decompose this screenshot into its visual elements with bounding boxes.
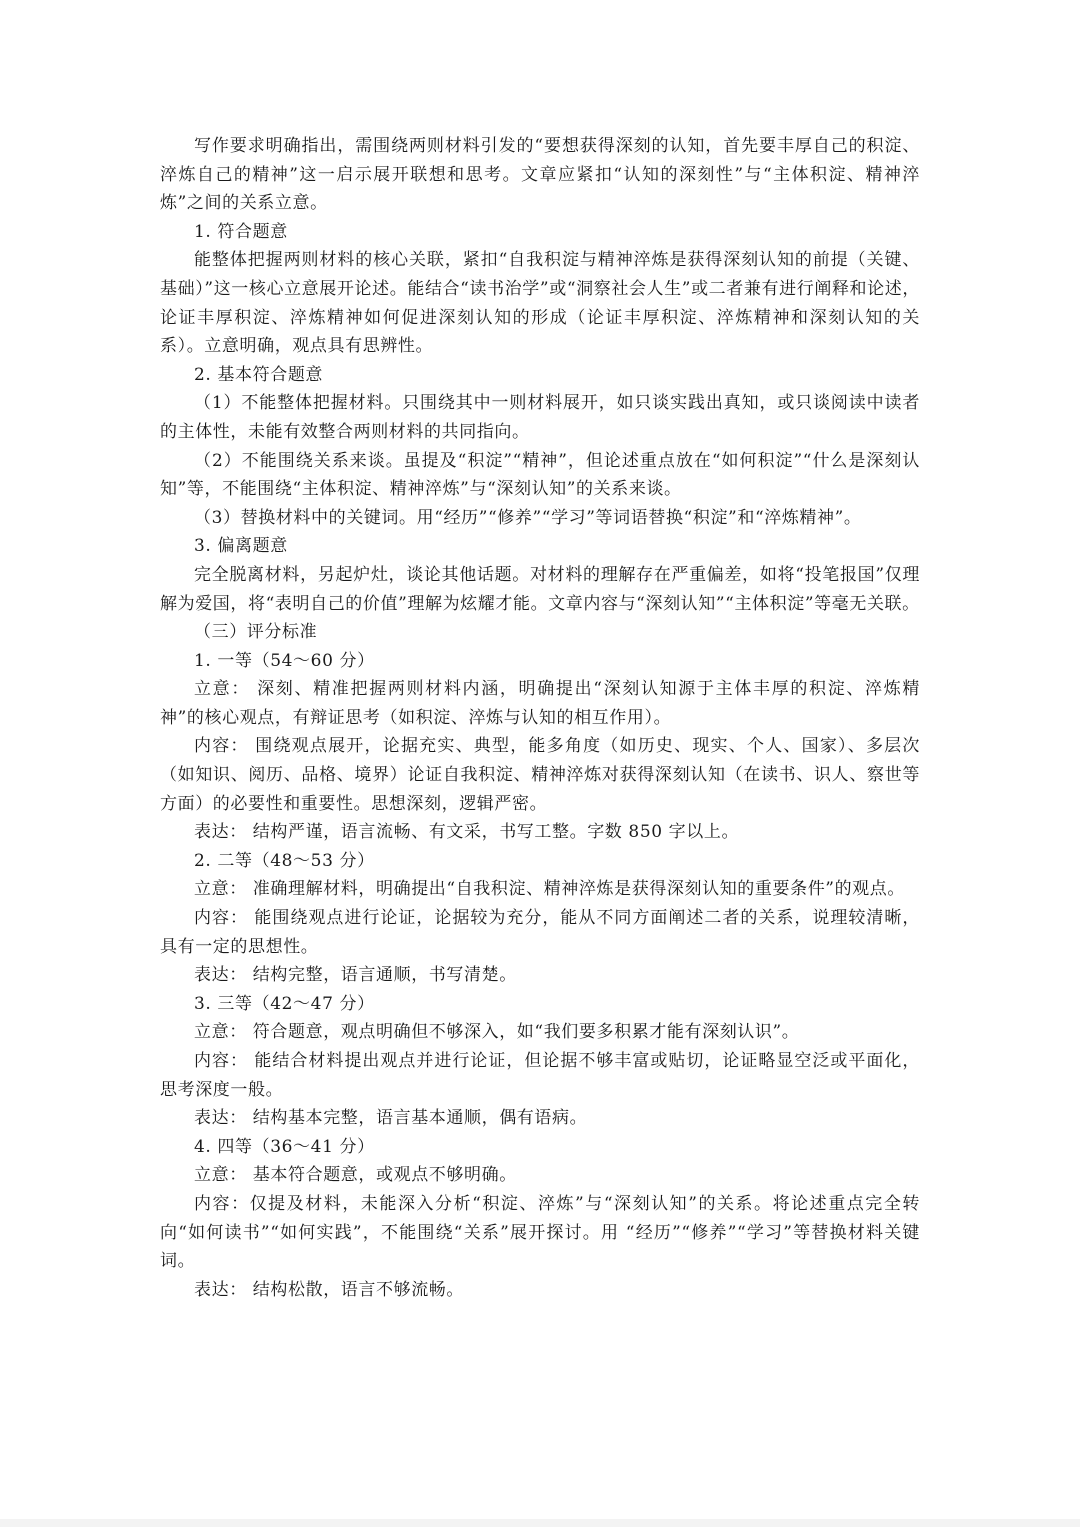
grade-1-theme: 立意： 深刻、精准把握两则材料内涵，明确提出“深刻认知源于主体丰厚的积淀、淬炼精神”的核心观点，有辩证思考（如积淀、淬炼与认知的相互作用）。 bbox=[160, 679, 920, 728]
grade-2-theme: 立意： 准确理解材料，明确提出“自我积淀、精神淬炼是获得深刻认知的重要条件”的观点。 bbox=[194, 879, 905, 900]
intro-paragraph: 写作要求明确指出，需围绕两则材料引发的“要想获得深刻的认知，首先要丰厚自己的积淀、淬炼自己的精神”这一启示展开联想和思考。文章应紧扣“认知的深刻性”与“主体积淀、精神淬炼”之间的关系立意。 bbox=[160, 136, 920, 214]
grade-2-content: 内容： 能围绕观点进行论证，论据较为充分，能从不同方面阐述二者的关系，说理较清晰，具有一定的思想性。 bbox=[160, 908, 920, 957]
grade-1-heading: 1. 一等（54～60 分） bbox=[194, 650, 375, 671]
grade-1-expression: 表达： 结构严谨，语言流畅、有文采，书写工整。字数 850 字以上。 bbox=[194, 822, 740, 843]
section-2-item-3: （3）替换材料中的关键词。用“经历”“修养”“学习”等词语替换“积淀”和“淬炼精神”。 bbox=[194, 507, 862, 528]
grade-1-content: 内容： 围绕观点展开，论据充实、典型，能多角度（如历史、现实、个人、国家）、多层次（如知识、阅历、品格、境界）论证自我积淀、精神淬炼对获得深刻认知（在读书、识人、察世等方面）的必要性和重要性。思想深刻，逻辑严密。 bbox=[160, 736, 920, 814]
section-1-paragraph: 能整体把握两则材料的核心关联，紧扣“自我积淀与精神淬炼是获得深刻认知的前提（关键、基础）”这一核心立意展开论述。能结合“读书治学”或“洞察社会人生”或二者兼有进行阐释和论述，论证丰厚积淀、淬炼精神如何促进深刻认知的形成（论证丰厚积淀、淬炼精神和深刻认知的关系）。立意明确，观点具有思辨性。 bbox=[160, 250, 920, 357]
grade-2-heading: 2. 二等（48～53 分） bbox=[194, 850, 375, 871]
section-heading-2: 2. 基本符合题意 bbox=[194, 364, 324, 385]
grade-4-theme: 立意： 基本符合题意，或观点不够明确。 bbox=[194, 1165, 517, 1186]
grade-3-content: 内容： 能结合材料提出观点并进行论证，但论据不够丰富或贴切，论证略显空泛或平面化，思考深度一般。 bbox=[160, 1051, 920, 1100]
section-2-item-2: （2）不能围绕关系来谈。虽提及“积淀”“精神”，但论述重点放在“如何积淀”“什么是深刻认知”等，不能围绕“主体积淀、精神淬炼”与“深刻认知”的关系来谈。 bbox=[160, 450, 920, 500]
section-heading-3: 3. 偏离题意 bbox=[194, 536, 288, 557]
grade-3-heading: 3. 三等（42～47 分） bbox=[194, 993, 375, 1014]
page-bottom-edge bbox=[0, 1519, 1080, 1527]
grade-4-heading: 4. 四等（36～41 分） bbox=[194, 1136, 375, 1157]
document-body bbox=[160, 132, 920, 1304]
grade-4-content: 内容：仅提及材料，未能深入分析“积淀、淬炼”与“深刻认知”的关系。将论述重点完全转向“如何读书”“如何实践”，不能围绕“关系”展开探讨。用 “经历”“修养”“学习”等替换材料关键词。 bbox=[160, 1193, 920, 1272]
section-3-paragraph: 完全脱离材料，另起炉灶，谈论其他话题。对材料的理解存在严重偏差，如将“投笔报国”仅理解为爱国，将“表明自己的价值”理解为炫耀才能。文章内容与“深刻认知”“主体积淀”等毫无关联。 bbox=[160, 564, 920, 614]
grade-3-theme: 立意： 符合题意，观点明确但不够深入，如“我们要多积累才能有深刻认识”。 bbox=[194, 1022, 800, 1043]
scoring-heading: （三）评分标准 bbox=[194, 622, 318, 643]
grade-4-expression: 表达： 结构松散，语言不够流畅。 bbox=[194, 1279, 465, 1300]
grade-3-expression: 表达： 结构基本完整，语言基本通顺，偶有语病。 bbox=[194, 1108, 588, 1129]
section-heading-1: 1. 符合题意 bbox=[194, 221, 288, 242]
grade-2-expression: 表达： 结构完整，语言通顺，书写清楚。 bbox=[194, 965, 517, 986]
section-2-item-1: （1）不能整体把握材料。只围绕其中一则材料展开，如只谈实践出真知，或只谈阅读中读者的主体性，未能有效整合两则材料的共同指向。 bbox=[160, 393, 920, 442]
